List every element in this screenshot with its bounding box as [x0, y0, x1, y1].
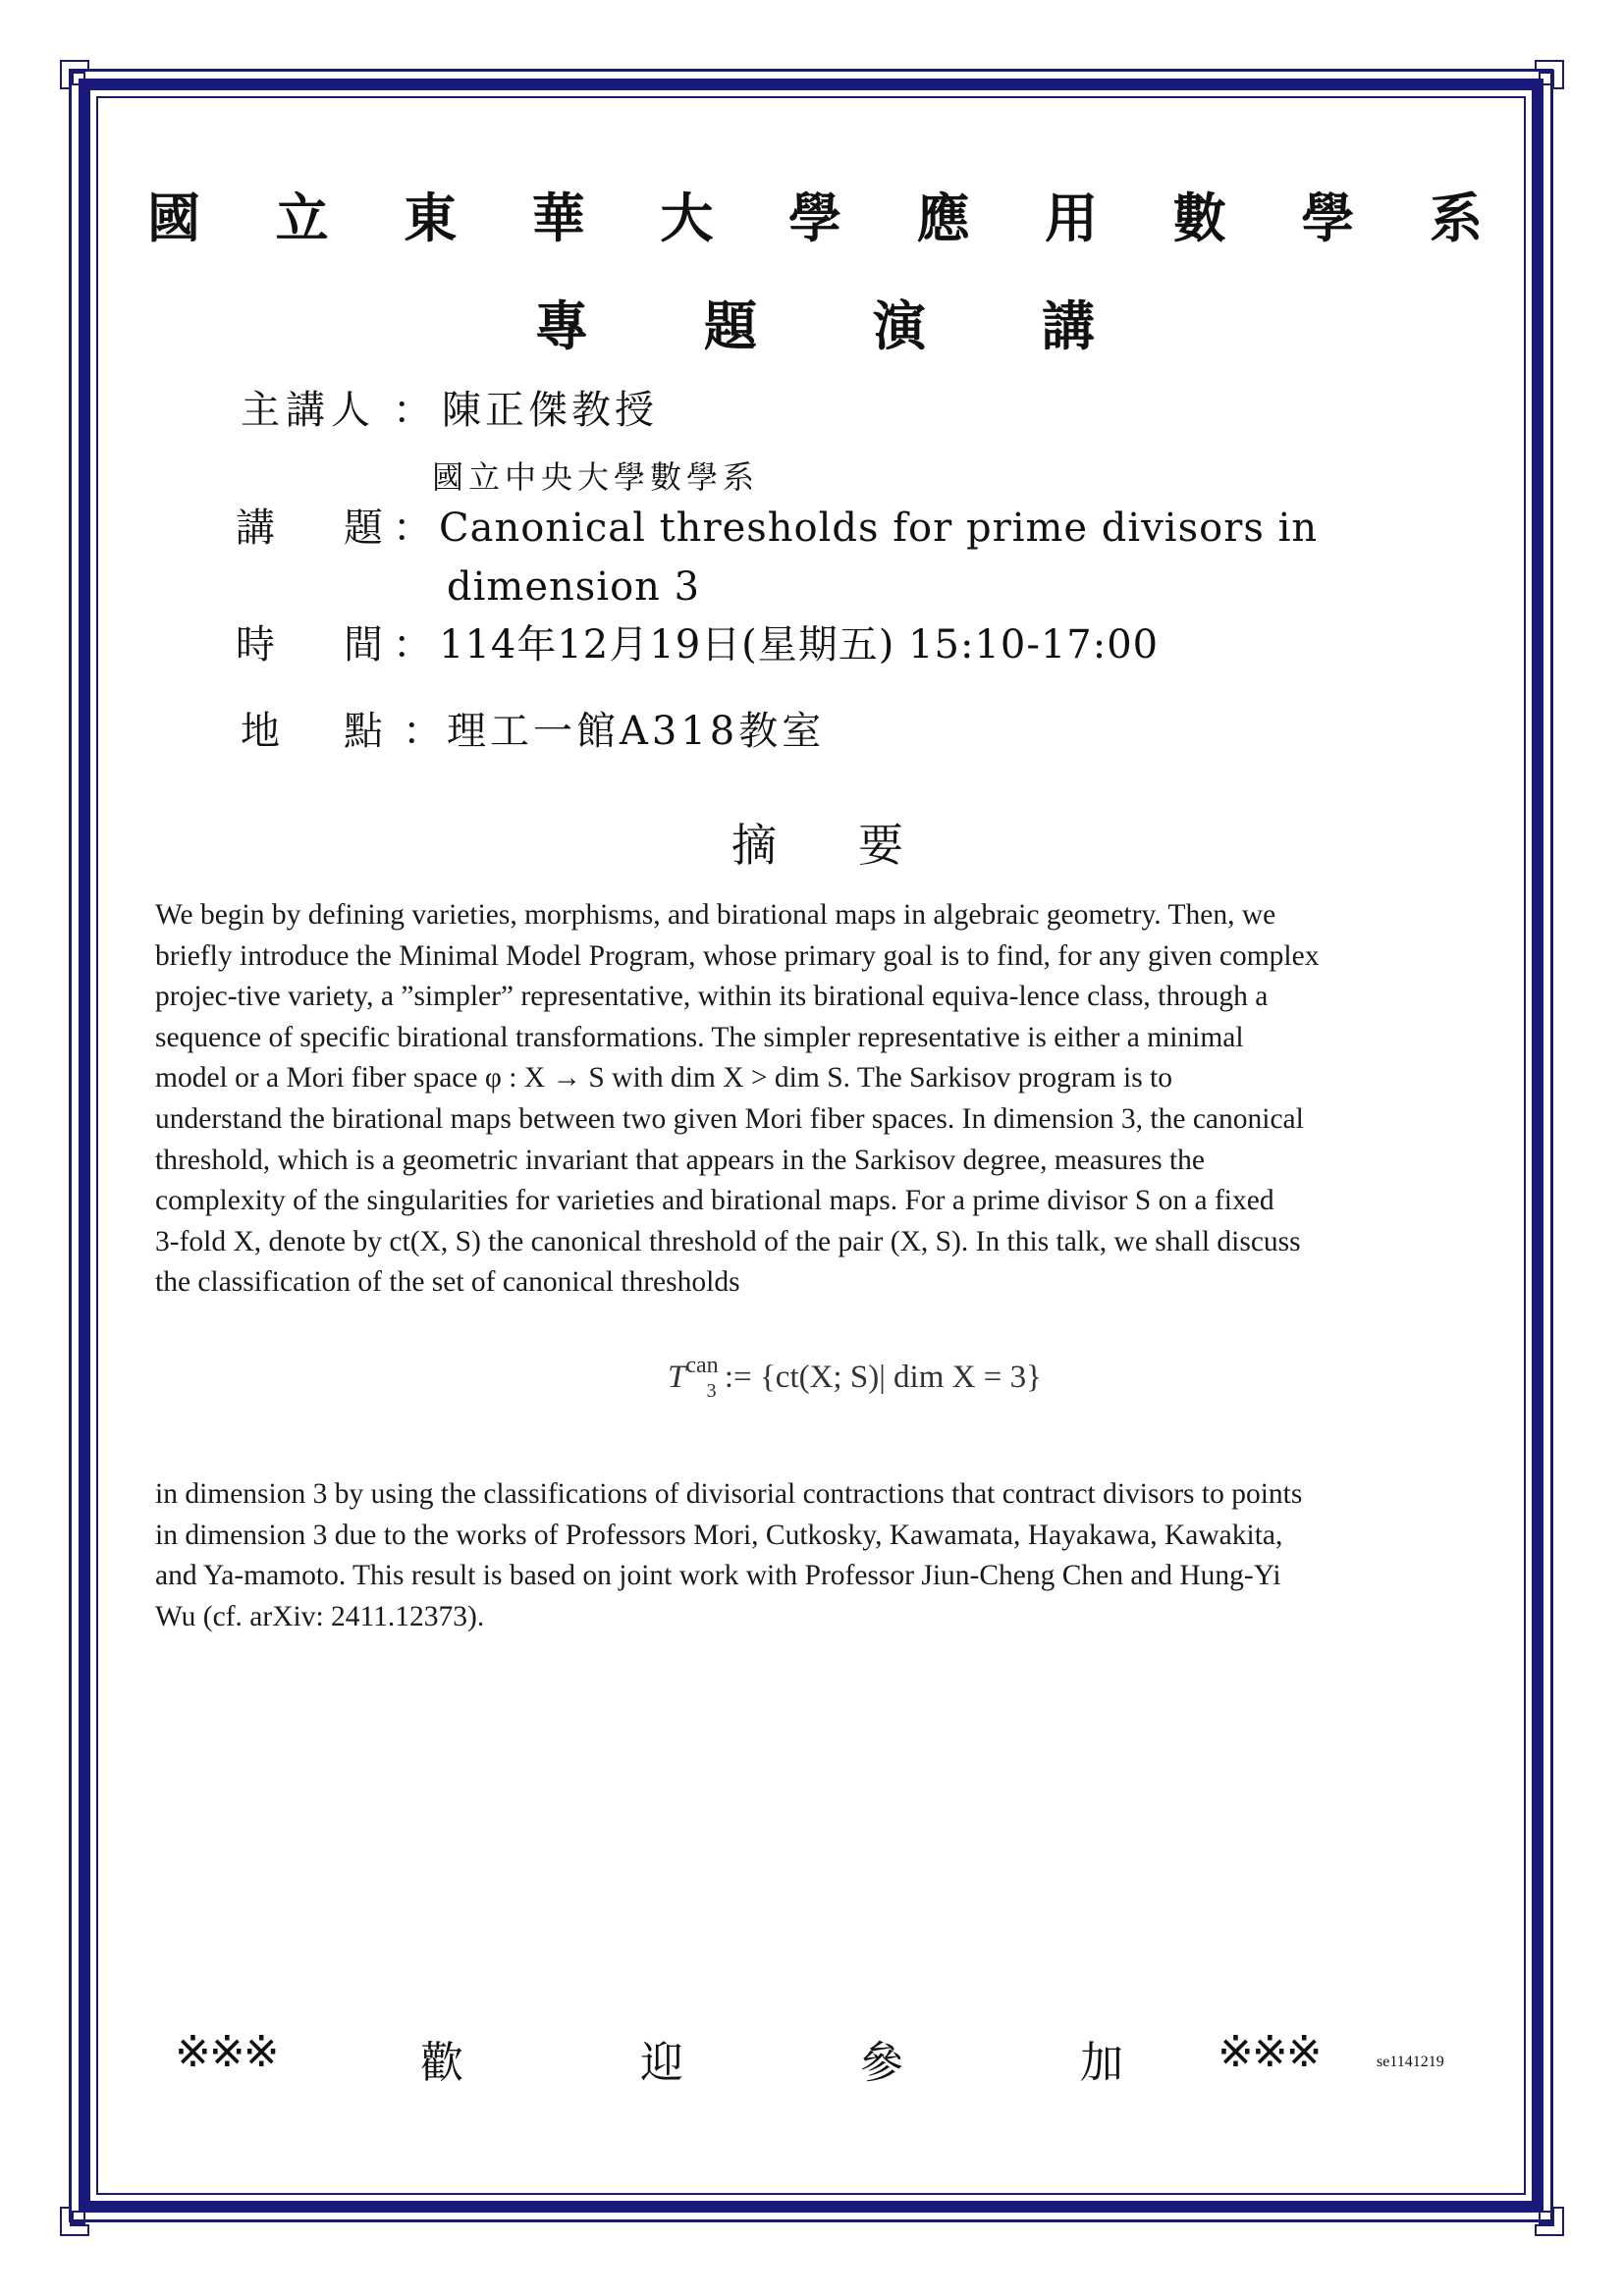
- title-char: 東: [404, 187, 458, 249]
- formula-subscript: 3: [706, 1380, 717, 1402]
- abstract-line: in dimension 3 by using the classifications of divisorial contractions that contract divisors to points: [155, 1478, 1303, 1510]
- page-title: [147, 177, 1483, 252]
- speaker-colon: ：: [393, 388, 432, 433]
- time-value: 114年12月19日(星期五) 15:10-17:00: [439, 622, 1160, 667]
- welcome-char: 參: [860, 2038, 903, 2088]
- formula-body: := {ct(X; S)| dim X = 3}: [724, 1360, 1042, 1395]
- footer-marks-left: ※※※: [175, 2027, 278, 2077]
- title-char: 數: [1172, 187, 1226, 249]
- welcome-char: 迎: [640, 2038, 683, 2088]
- title-char: 大: [660, 187, 714, 249]
- abstract-line: projec-tive variety, a ”simpler” representative, within its birational equiva-lence class, through a: [155, 981, 1269, 1013]
- formula-symbol: T: [668, 1360, 686, 1395]
- time-colon: ：: [393, 622, 432, 667]
- topic-label-char: 講: [236, 506, 275, 551]
- abstract-line: sequence of specific birational transformations. The simpler representative is either a minimal: [155, 1021, 1244, 1053]
- time-label-char: 時: [236, 622, 275, 667]
- corner-ornament-icon: [1526, 2198, 1565, 2237]
- footer-marks-right: ※※※: [1218, 2027, 1321, 2077]
- topic-line-2: dimension 3: [447, 564, 701, 610]
- abstract-line: model or a Mori fiber space φ : X → S with dim X > dim S. The Sarkisov program is to: [155, 1062, 1173, 1095]
- page-subtitle: [535, 285, 1095, 360]
- abstract-line: in dimension 3 due to the works of Professors Mori, Cutkosky, Kawamata, Hayakawa, Kawakita,: [155, 1519, 1283, 1551]
- title-char: 學: [787, 187, 841, 249]
- title-char: 學: [1301, 187, 1355, 249]
- title-char: 國: [147, 187, 200, 249]
- title-char: 立: [275, 187, 329, 249]
- topic-label: [236, 506, 383, 551]
- abstract-line: threshold, which is a geometric invariant that appears in the Sarkisov degree, measures the: [155, 1144, 1206, 1176]
- location-colon: ：: [403, 709, 442, 754]
- abstract-heading: [731, 810, 903, 875]
- corner-ornament-icon: [59, 59, 98, 98]
- title-char: 應: [916, 187, 970, 249]
- location-label-char: 地: [241, 709, 280, 754]
- topic-line-1: Canonical thresholds for prime divisors in: [439, 506, 1319, 551]
- subtitle-char: 專: [535, 295, 588, 357]
- title-char: 系: [1429, 187, 1483, 249]
- serial-number: se1141219: [1377, 2054, 1444, 2070]
- abstract-line: complexity of the singularities for varieties and birational maps. For a prime divisor S on a fixed: [155, 1185, 1274, 1217]
- time-label: [236, 622, 383, 667]
- canonical-threshold-formula: [668, 1353, 1042, 1402]
- speaker-affiliation: 國立中央大學數學系: [432, 458, 760, 496]
- topic-label-char: 題: [344, 506, 383, 551]
- subtitle-char: 題: [704, 295, 757, 357]
- abstract-line: Wu (cf. arXiv: 2411.12373).: [155, 1600, 485, 1632]
- subtitle-char: 演: [873, 295, 926, 357]
- abstract-line: 3-fold X, denote by ct(X, S) the canonical threshold of the pair (X, S). In this talk, we shall discuss: [155, 1225, 1301, 1257]
- abstract-paragraph-1: [155, 895, 1476, 1304]
- speaker-name: 陳正傑教授: [442, 388, 658, 433]
- welcome-char: 歡: [420, 2038, 463, 2088]
- speaker-label: 主講人: [241, 388, 376, 433]
- abstract-line: We begin by defining varieties, morphisms, and birational maps in algebraic geometry. Then, we: [155, 899, 1276, 931]
- location-label-char: 點: [344, 709, 383, 754]
- formula-superscript: can: [685, 1353, 719, 1378]
- abstract-line: understand the birational maps between two given Mori fiber spaces. In dimension 3, the canonical: [155, 1102, 1304, 1135]
- abstract-line: the classification of the set of canonical thresholds: [155, 1266, 740, 1299]
- corner-ornament-icon: [59, 2198, 98, 2237]
- subtitle-char: 講: [1042, 295, 1095, 357]
- title-char: 華: [531, 187, 585, 249]
- abstract-heading-char: 摘: [731, 819, 777, 872]
- abstract-heading-char: 要: [858, 819, 903, 872]
- topic-colon: ：: [393, 506, 432, 551]
- title-char: 用: [1045, 187, 1099, 249]
- location-label: [241, 709, 383, 754]
- time-label-char: 間: [344, 622, 383, 667]
- abstract-paragraph-2: [155, 1474, 1476, 1637]
- welcome-char: 加: [1080, 2038, 1123, 2088]
- abstract-line: briefly introduce the Minimal Model Program, whose primary goal is to find, for any given complex: [155, 939, 1320, 972]
- corner-ornament-icon: [1526, 59, 1565, 98]
- location-value: 理工一館A318教室: [447, 709, 826, 754]
- abstract-line: and Ya-mamoto. This result is based on joint work with Professor Jiun-Cheng Chen and Hung-Yi: [155, 1560, 1281, 1592]
